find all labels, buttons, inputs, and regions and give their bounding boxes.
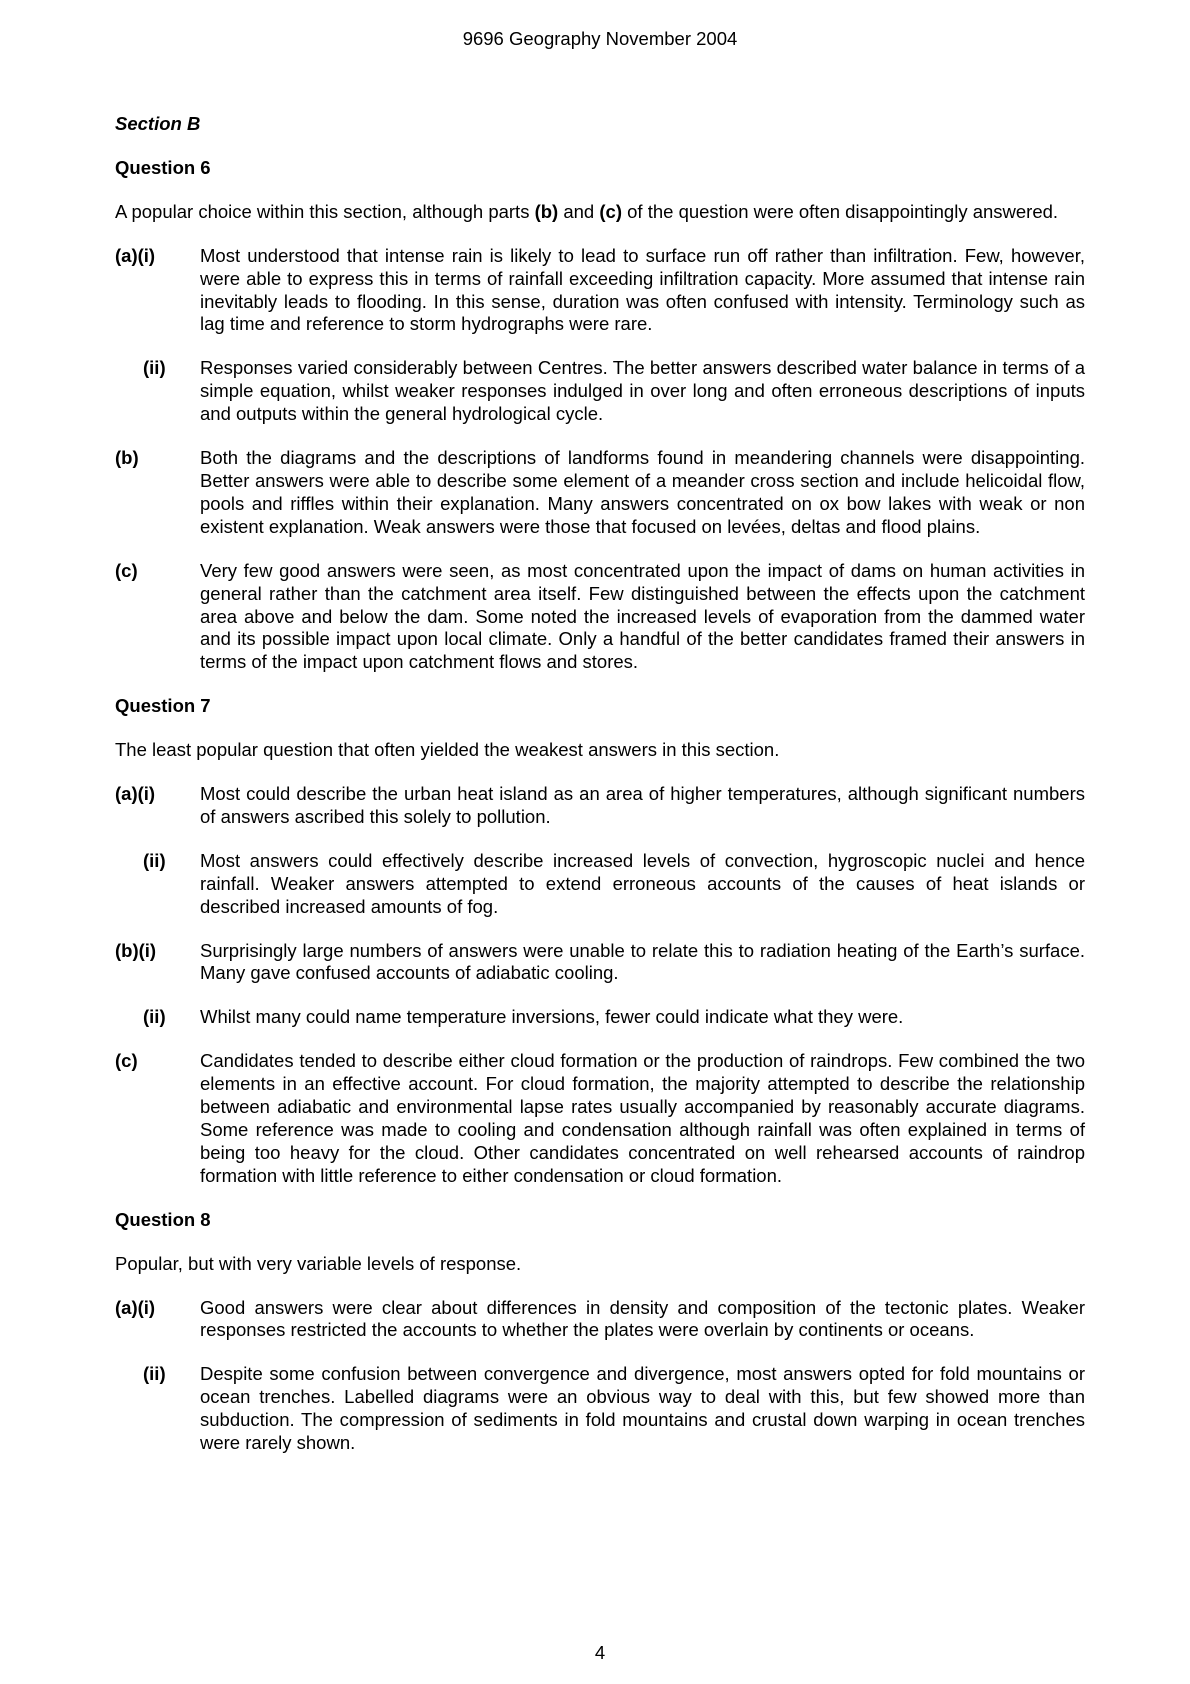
section-title: Section B [115,113,201,134]
question-7-title: Question 7 [115,695,211,717]
page-number: 4 [594,1642,606,1663]
question-8-intro: Popular, but with very variable levels of response. [115,1252,522,1274]
part-text: Both the diagrams and the descriptions of landforms found in meandering channels were disappointing. Better answers were able to describe some element of a meander cross section and include helicoidal flow, pools and riffles within their explanation. Many answers concentrated on ox bow lakes with weak or non existent explanation. Weak answers were those that focused on levées, deltas and flood plains. [200,447,1085,537]
part-label: (a)(i) [115,244,156,266]
question-6-intro: A popular choice within this section, although parts (b) and (c) of the question were often disappointingly answered. [115,200,1059,222]
question-7-part-b-i [115,940,1085,986]
question-7-part-b-ii [115,1006,1085,1029]
running-header: 9696 Geography November 2004 [462,28,738,49]
part-text: Good answers were clear about differences in density and composition of the tectonic plates. Weaker responses restricted the accounts to whether the plates were overlain by continents or oceans. [200,1296,1085,1341]
part-label: (a)(i) [115,1296,156,1318]
part-text: Very few good answers were seen, as most concentrated upon the impact of dams on human activities in general rather than the catchment area itself. Few distinguished between the effects upon the catchment area above and below the dam. Some noted the increased levels of evaporation from the dammed water and its possible impact upon local climate. Only a handful of the better candidates framed their answers in terms of the impact upon catchment flows and stores. [200,559,1085,673]
part-label: (a)(i) [115,783,156,805]
question-7-part-a-i [115,783,1085,829]
part-text: Candidates tended to describe either cloud formation or the production of raindrops. Few combined the two elements in an effective account. For cloud formation, the majority attempted to describe the relationship between adiabatic and environmental lapse rates usually accompanied by reasonably accurate diagrams. Some reference was made to cooling and condensation although rainfall was often explained in terms of being too heavy for the cloud. Other candidates concentrated on well rehearsed accounts of raindrop formation with little reference to either condensation or cloud formation. [200,1050,1085,1186]
question-8-title: Question 8 [115,1208,211,1230]
part-text: Responses varied considerably between Centres. The better answers described water balance in terms of a simple equation, whilst weaker responses indulged in over long and often erroneous descriptions of inputs and outputs within the general hydrological cycle. [200,357,1085,425]
part-text: Most understood that intense rain is likely to lead to surface run off rather than infiltration. Few, however, were able to express this in terms of rainfall exceeding infiltration capacity. More assumed that intense rain inevitably leads to flooding. In this sense, duration was often confused with intensity. Terminology such as lag time and reference to storm hydrographs were rare. [200,244,1085,335]
part-label: (c) [115,559,138,581]
part-label: (ii) [143,1363,166,1385]
document-body [115,113,1085,1476]
question-7-part-a-ii [115,850,1085,919]
question-7-intro: The least popular question that often yielded the weakest answers in this section. [115,739,780,761]
part-text: Whilst many could name temperature inversions, fewer could indicate what they were. [200,1006,904,1028]
question-8-part-a-i [115,1297,1085,1343]
part-text: Surprisingly large numbers of answers were unable to relate this to radiation heating of the Earth’s surface. Many gave confused accounts of adiabatic cooling. [200,939,1085,984]
question-6-title: Question 6 [115,156,211,178]
question-6-part-a-i [115,245,1085,337]
part-label: (c) [115,1050,138,1072]
part-text: Most could describe the urban heat island as an area of higher temperatures, although significant numbers of answers ascribed this solely to pollution. [200,783,1085,827]
question-6-part-a-ii [115,357,1085,426]
question-7-part-c [115,1050,1085,1187]
part-text: Most answers could effectively describe increased levels of convection, hygroscopic nuclei and hence rainfall. Weaker answers attempted to extend erroneous accounts of the causes of heat islands or described increased amounts of fog. [200,849,1085,917]
part-label: (ii) [143,357,166,379]
question-8-part-a-ii [115,1363,1085,1455]
question-6-part-b [115,447,1085,539]
part-text: Despite some confusion between convergence and divergence, most answers opted for fold mountains or ocean trenches. Labelled diagrams were an obvious way to deal with this, but few showed more than subduction. The compression of sediments in fold mountains and crustal down warping in ocean trenches were rarely shown. [200,1363,1085,1454]
part-label: (b)(i) [115,939,157,961]
part-label: (ii) [143,1006,166,1028]
question-6-part-c [115,560,1085,675]
part-label: (b) [115,447,139,469]
part-label: (ii) [143,849,166,871]
